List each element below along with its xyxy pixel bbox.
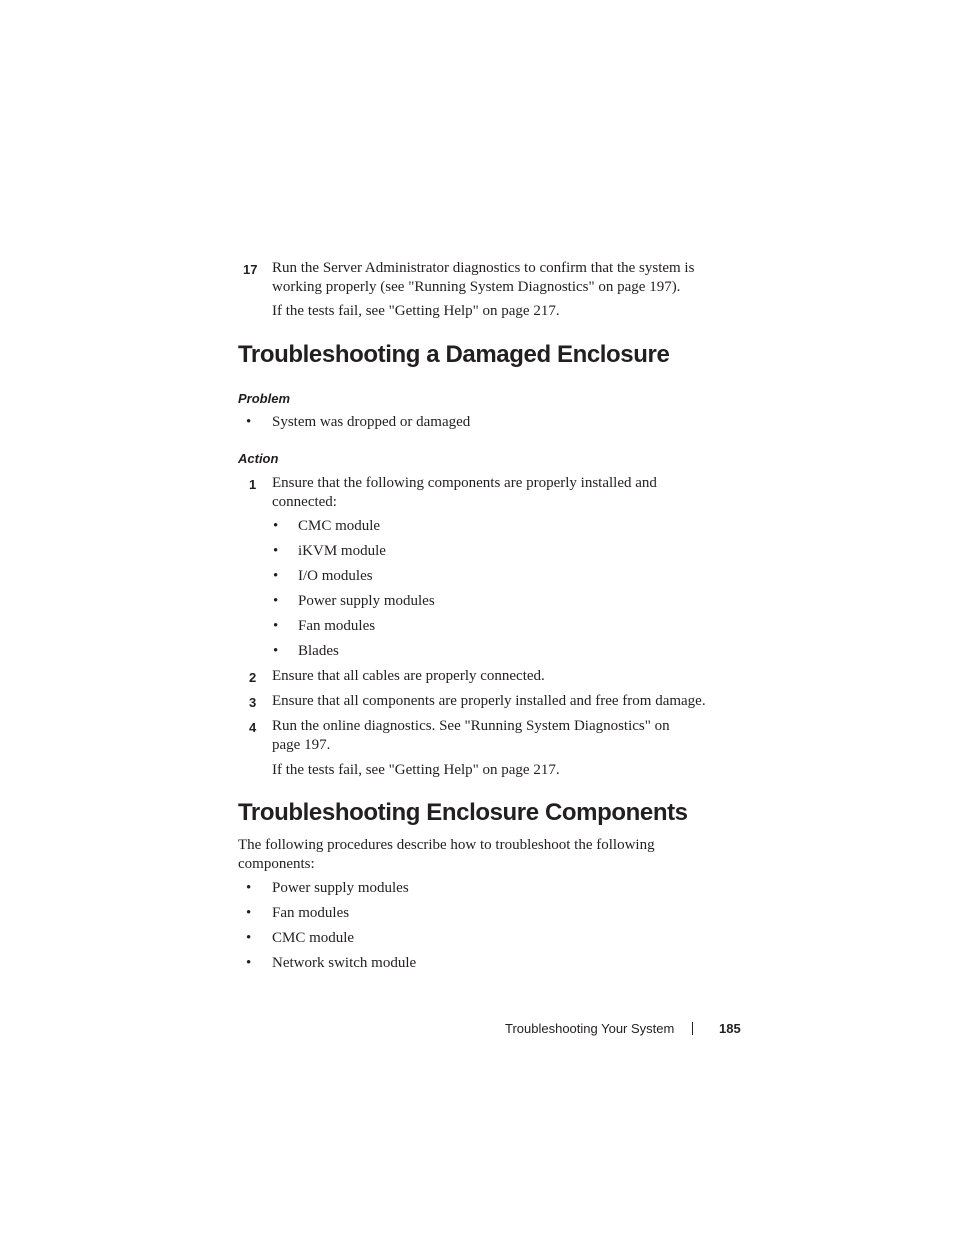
bullet-glyph: • (273, 518, 279, 534)
bullet-glyph: • (246, 955, 252, 971)
bullet-glyph: • (273, 543, 279, 559)
list-item: Fan modules (298, 618, 376, 634)
list-item: Network switch module (272, 955, 417, 971)
list-item: CMC module (272, 930, 355, 946)
bullet-glyph: • (273, 643, 279, 659)
bullet-glyph: • (246, 930, 252, 946)
step-text-line: Ensure that all components are properly installed and free from damage. (272, 693, 706, 709)
step-number: 2 (249, 670, 257, 685)
step-text-line: page 197. (272, 737, 331, 753)
list-item: Power supply modules (272, 880, 409, 896)
step-number: 17 (243, 262, 258, 277)
step-text-line: working properly (see "Running System Diagnostics" on page 197). (272, 279, 681, 295)
footer-chapter-title: Troubleshooting Your System (505, 1021, 675, 1036)
step-note: If the tests fail, see "Getting Help" on page 217. (272, 762, 560, 778)
list-item: Blades (298, 643, 339, 659)
list-item: Power supply modules (298, 593, 435, 609)
step-text-line: Run the Server Administrator diagnostics to confirm that the system is (272, 260, 695, 276)
section-heading: Troubleshooting Enclosure Components (238, 799, 688, 826)
list-item: I/O modules (298, 568, 373, 584)
step-text-line: connected: (272, 494, 337, 510)
list-item: System was dropped or damaged (272, 414, 471, 430)
page-number: 185 (719, 1021, 741, 1036)
bullet-glyph: • (273, 568, 279, 584)
footer-separator (692, 1022, 693, 1035)
action-subheading: Action (238, 451, 279, 466)
step-number: 1 (249, 477, 257, 492)
list-item: iKVM module (298, 543, 386, 559)
bullet-glyph: • (246, 905, 252, 921)
list-item: CMC module (298, 518, 381, 534)
step-number: 3 (249, 695, 257, 710)
intro-text-line: The following procedures describe how to troubleshoot the following (238, 837, 655, 853)
section-heading: Troubleshooting a Damaged Enclosure (238, 341, 670, 368)
step-number: 4 (249, 720, 257, 735)
problem-subheading: Problem (238, 391, 291, 406)
step-text-line: Run the online diagnostics. See "Running System Diagnostics" on (272, 718, 670, 734)
step-text-line: Ensure that all cables are properly connected. (272, 668, 545, 684)
bullet-glyph: • (273, 618, 279, 634)
step-note: If the tests fail, see "Getting Help" on page 217. (272, 303, 560, 319)
intro-text-line: components: (238, 856, 315, 872)
bullet-glyph: • (246, 880, 252, 896)
bullet-glyph: • (273, 593, 279, 609)
bullet-glyph: • (246, 414, 252, 430)
list-item: Fan modules (272, 905, 350, 921)
step-text-line: Ensure that the following components are properly installed and (272, 475, 657, 491)
